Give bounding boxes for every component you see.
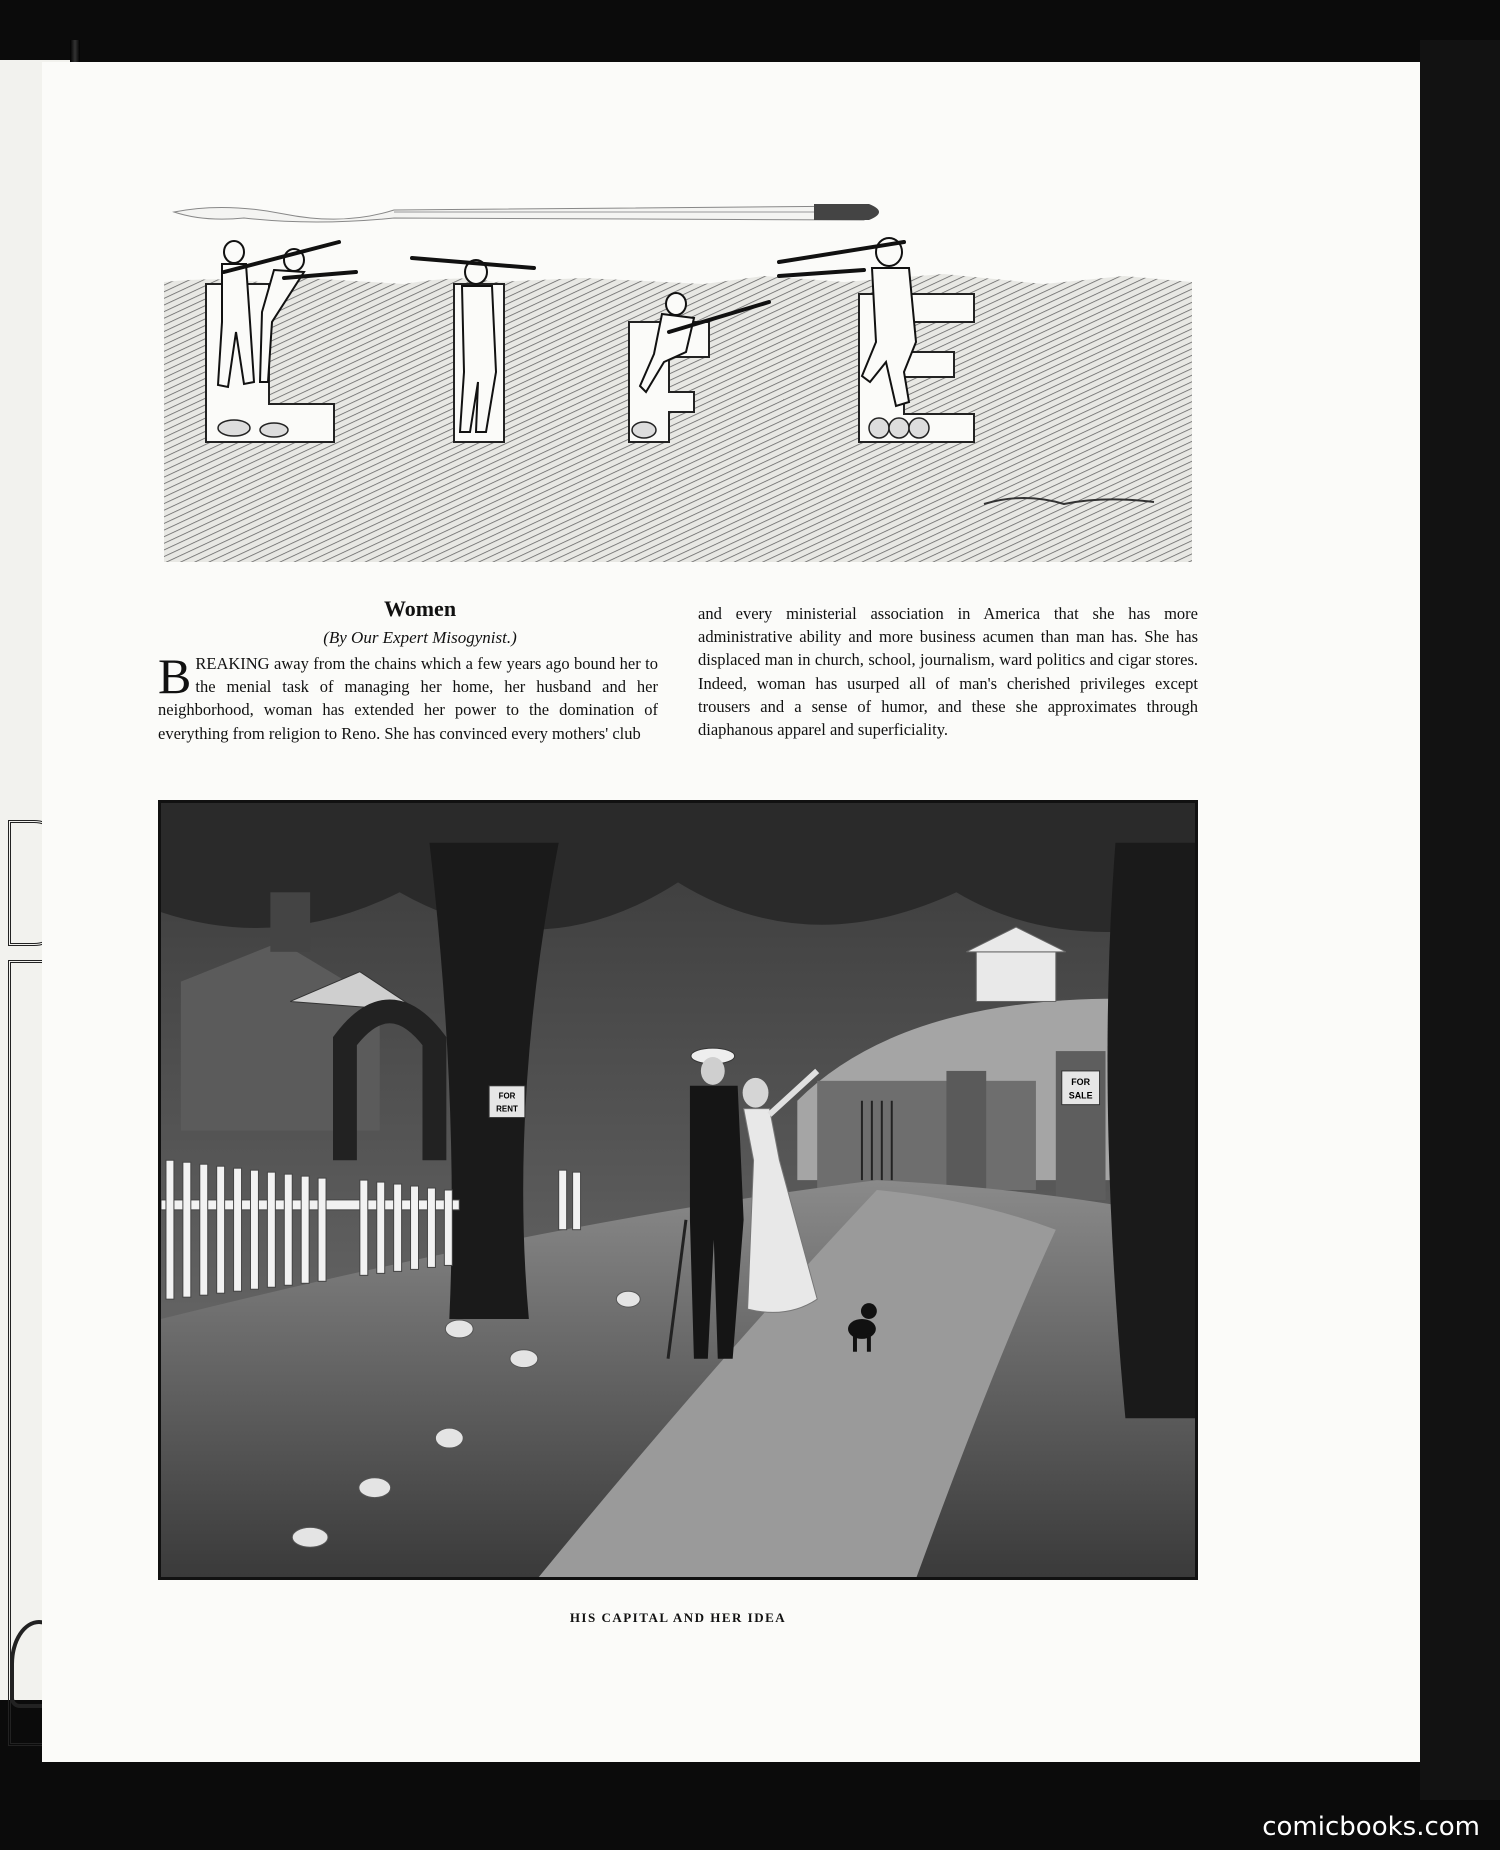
article-byline: (By Our Expert Misogynist.) bbox=[323, 628, 517, 647]
bullet-streak bbox=[174, 204, 879, 222]
scan-background bbox=[1420, 40, 1500, 1800]
rent-sign-line2: RENT bbox=[496, 1104, 518, 1114]
his-capital-her-idea-illustration bbox=[158, 800, 1198, 1580]
site-watermark: comicbooks.com bbox=[1262, 1812, 1480, 1842]
article-body-part1: REAKING away from the chains which a few years ago bound her to the menial task of managing her home, her husband and her neighborhood, woman has extended her power to the domination of everything from religion to Reno. She has convinced every mothers' club bbox=[158, 654, 658, 743]
sale-sign-line2: SALE bbox=[1068, 1090, 1093, 1101]
life-masthead-cartoon bbox=[164, 192, 1192, 562]
drop-cap: B bbox=[158, 648, 192, 704]
article-title: Women bbox=[383, 596, 457, 621]
article-column-left bbox=[158, 648, 658, 745]
article-column-right: and every ministerial association in America that she has more administrative ability and more business acumen than man has. She has displaced man in church, school, journalism, ward politics and cigar stores. Indeed, woman has usurped all of man's cherished privileges except trousers and a sense of humor, and these she approximates through diaphanous apparel and superficiality. bbox=[698, 604, 1198, 740]
rent-sign-line1: FOR bbox=[498, 1091, 516, 1101]
illustration-caption: HIS CAPITAL AND HER IDEA bbox=[569, 1610, 787, 1625]
sale-sign-line1: FOR bbox=[1071, 1076, 1091, 1087]
